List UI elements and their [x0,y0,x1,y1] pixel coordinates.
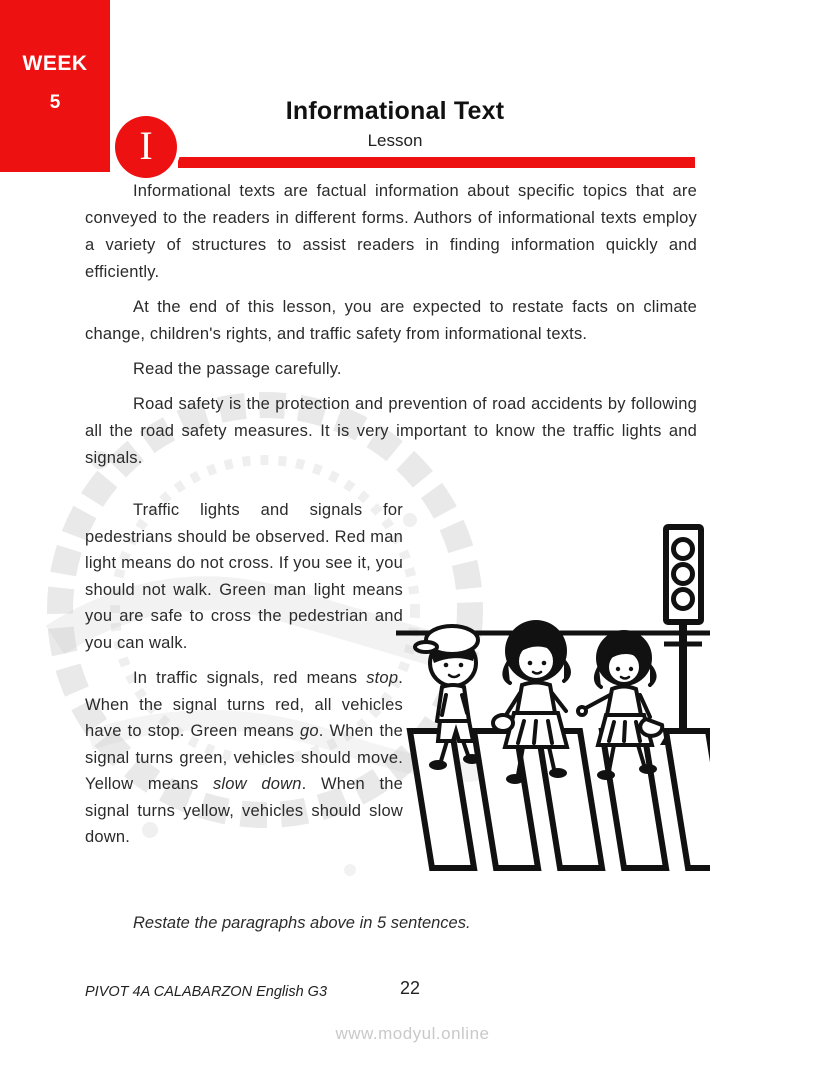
p6-text: In traffic signals, red means [133,669,367,687]
paragraph-4: Road safety is the protection and prevention of road accidents by following all the road safety measures. It is very important to know the traffic lights and signals. [85,395,697,467]
pedestrian-lane-stripes [410,731,710,868]
paragraph-5: Traffic lights and signals for pedestrians should be observed. Red man light means do not cross. If you see it, you should not walk. Green man light means you are safe to cross the pedestrian and you can walk. [85,501,403,652]
paragraph-2: At the end of this lesson, you are expected to restate facts on climate change, children's rights, and traffic safety from informational texts. [85,298,697,343]
header [195,97,595,151]
footer-book-label: PIVOT 4A CALABARZON English G3 [85,984,328,1000]
paragraph-6 [85,665,403,851]
p6-italic-go: go [299,722,319,740]
paragraph-3: Read the passage carefully. [133,360,342,378]
page-subtitle: Lesson [367,131,423,150]
traffic-light-icon [660,527,706,745]
header-rule [178,157,695,168]
page-title: Informational Text [285,97,505,125]
lesson-marker-letter: I [139,122,153,168]
passage-column [85,497,403,860]
intro-section [85,178,697,480]
page-number: 22 [399,978,421,998]
week-label: WEEK [22,52,88,75]
p6-italic-slow-down: slow down [212,775,302,793]
paragraph-1: Informational texts are factual information about specific topics that are conveyed to the readers in different forms. Authors of informational texts employ a variety of structures to assist readers in finding information quickly and efficiently. [85,182,697,281]
children-crossing-illustration [396,503,710,905]
site-watermark: www.modyul.online [335,1024,490,1043]
week-badge [0,0,110,172]
restate-instruction: Restate the paragraphs above in 5 sentences. [133,914,471,932]
p6-italic-stop: stop [366,669,399,687]
lesson-marker-icon [115,116,177,178]
week-number: 5 [49,92,61,113]
p6-text: . When the signal turns red, all vehicles have to stop. Green means [85,669,403,740]
p6-text: . When the signal turns green, vehicles should move. Yellow means [85,722,403,793]
p6-text: . When the signal turns yellow, vehicles should slow down. [85,775,404,846]
